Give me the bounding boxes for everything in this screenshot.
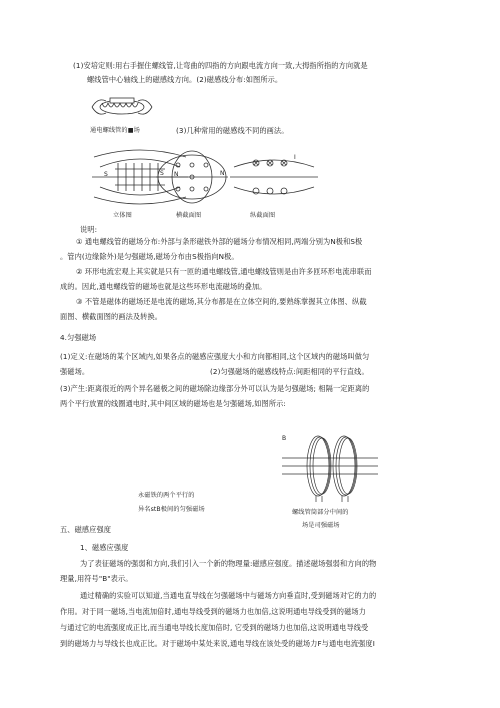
text-line: (1)安培定则:用右手握住螺线管,让弯曲的四指的方向跟电流方向一致,大拇指所指的方向就是 [73,61,368,70]
figure-caption: 纵截面图 [250,212,276,219]
subsection-heading: 1、磁感应强度 [80,543,129,552]
text-line: 到的磁场力与导线长也成正比。对于磁场中某处来说,通电导线在该处受的磁场力F与通电电流强度I [60,639,375,648]
text-line: 作用。对于同一磁场,当电流加倍时,通电导线受到的磁场力也加倍,这说明通电导线受到的磁场力 [60,607,366,616]
pole-label: N [174,171,179,178]
text-line: 两个平行放置的线圈通电时,其中间区域的磁场也是匀强磁场,如图所示: [60,399,286,408]
solenoid-figure [88,93,156,123]
text-line: 螺线管中心轴线上的磁感线方向。(2)磁感线分布:如图所示。 [87,75,283,84]
figure-caption: 场是司强磁场 [302,522,340,529]
pole-label: S [104,171,108,178]
text-line: ① 通电螺线管的磁场分布:外部与条形磁铁外部的磁场分布情况相同,两端分别为N极和S极 [76,237,363,246]
text-line: 成的。因此,通电螺线管的磁场也就是这些环形电流磁场的叠加。 [60,282,267,291]
text-line: (3)几种常用的磁感线不同的画法。 [176,126,289,135]
figure-caption: 立体图 [113,212,132,219]
text-line: (3)产生:距离很近的两个异名磁极之间的磁场除边缘部分外可以认为是匀强磁场; 相隔一定距离的 [60,384,370,393]
current-label: I [294,154,296,161]
text-line: ② 环形电流宏观上其实就是只有一匝的通电螺线管,通电螺线管则是由许多匝环形电流串联而 [76,267,372,276]
parallel-coils-figure [280,428,380,504]
pole-label: N [220,170,225,177]
figure-caption: 异名stB极间的匀强磁场 [138,506,205,513]
text-line: ③ 不管是磁体的磁场还是电流的磁场,其分布都是在立体空间的,要熟练掌握其立体图、纵截 [76,297,367,306]
text-line: 理量,用符号"B"表示。 [60,574,133,583]
text-line: 为了表征磁场的强弱和方向,我们引入一个新的物理量:磁感应强度。描述磁场强弱和方向的物 [80,559,377,568]
text-line: 面图、横截面图的画法及转换。 [60,312,163,321]
section-heading: 五、磁感应强度 [60,525,112,534]
figure-caption: 通电螺线管的■场 [90,127,140,134]
text-line: 说明: [80,225,98,234]
figure-caption: 横截面图 [176,212,202,219]
pole-label: S [160,170,164,177]
longitudinal-section-figure [228,147,320,207]
text-line: (2)匀强磁场的磁感线特点:间距相同的平行直线。 [210,367,369,376]
field-label: B [282,435,287,442]
text-line: 强磁场。 [60,367,90,376]
figure-caption: 永磁铁的两个平行的 [138,492,195,499]
text-line: 通过精确的实验可以知道,当通电直导线在匀强磁场中与磁场方向垂直时,受到磁场对它的力的 [80,591,377,600]
text-line: 与通过它的电流强度成正比,而当通电导线长度加倍时, 它受到的磁场力也加倍,这说明通电导线受 [60,623,369,632]
text-line: (1)定义:在磁场的某个区域内,如果各点的磁感应强度大小和方向都相同,这个区域内的磁场叫做匀 [60,352,370,361]
figure-caption: 螺线管筒部分中间的 [292,509,349,516]
section-heading: 4.匀强磁场 [60,333,97,342]
cross-section-figure [152,147,232,207]
text-line: 。管内(边缘除外)是匀强磁场,磁场分布由S极指向N极。 [60,252,239,261]
